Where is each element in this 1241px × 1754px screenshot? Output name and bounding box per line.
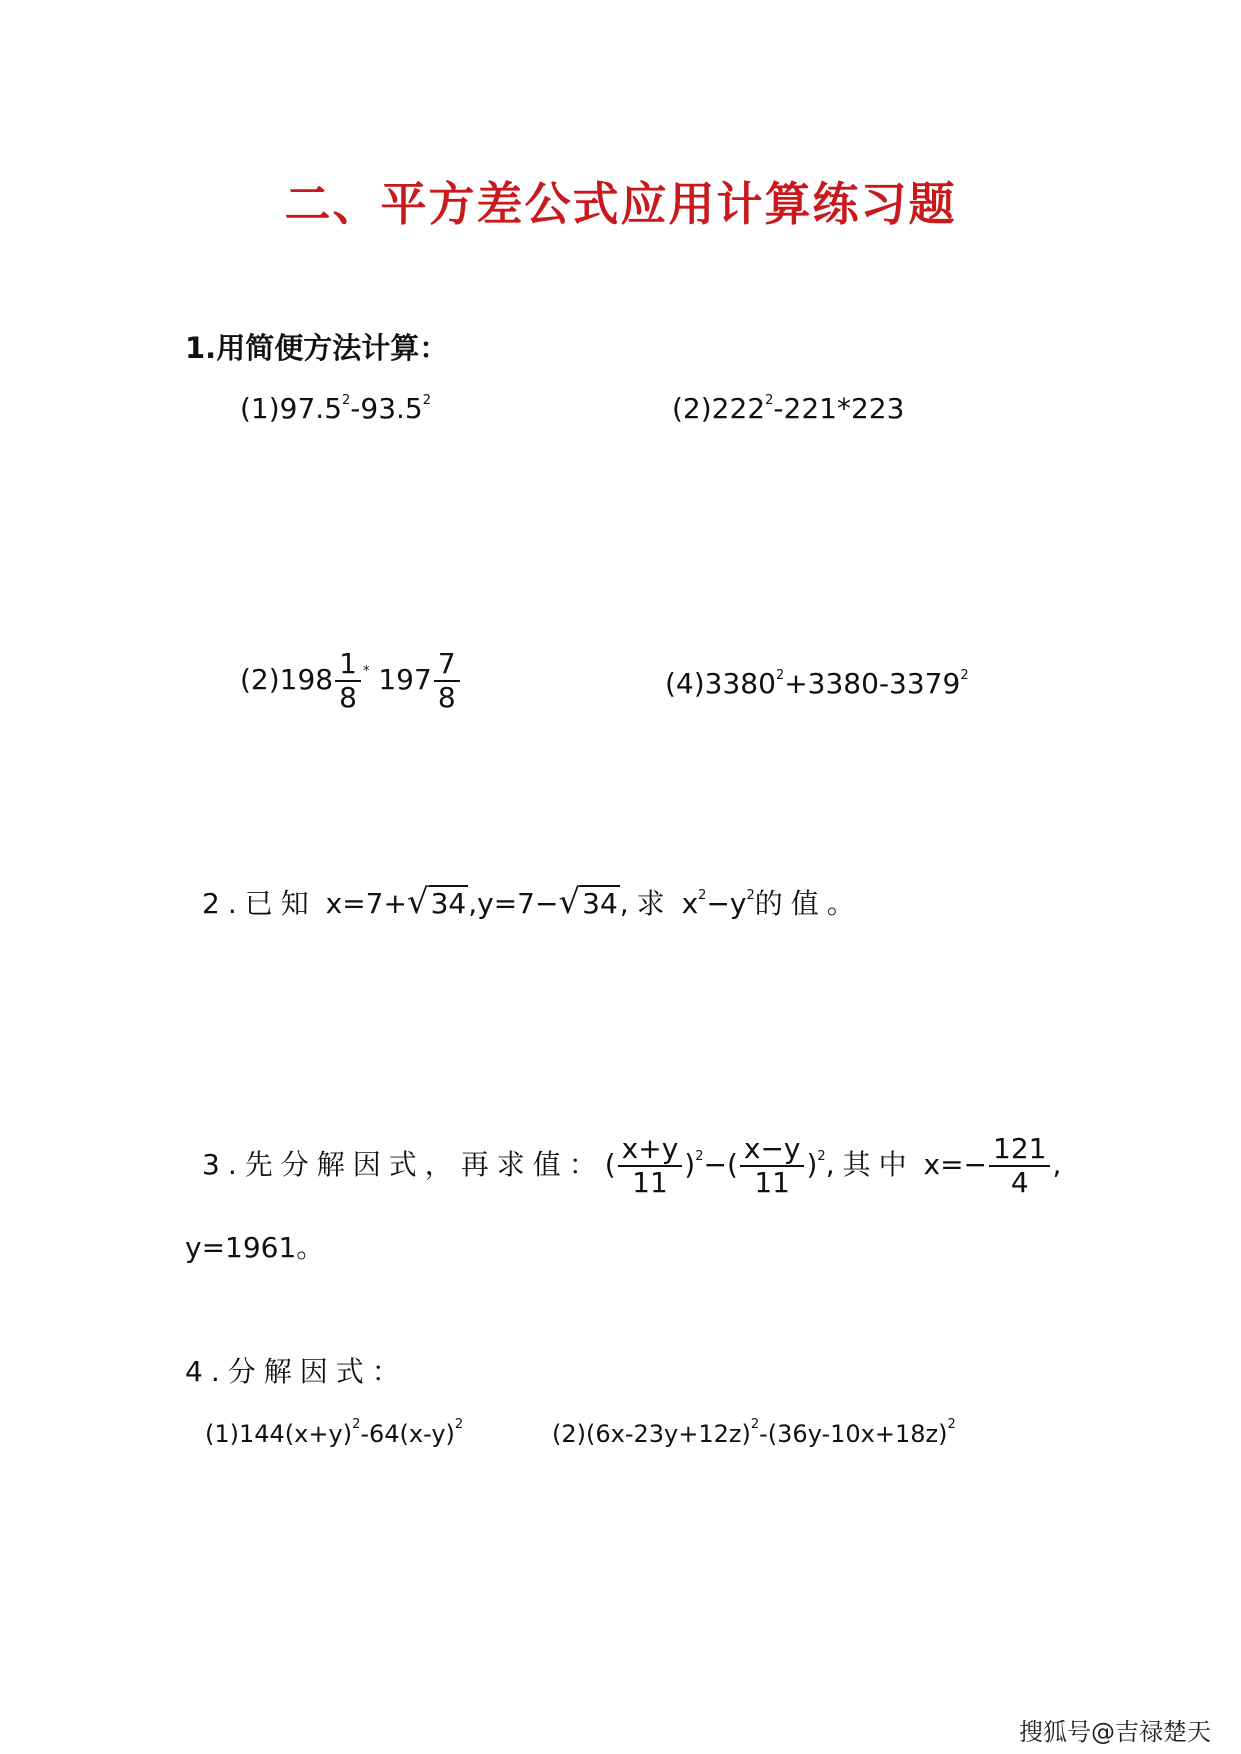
operator: -	[350, 392, 361, 425]
expression-rest: -221*223	[773, 392, 905, 425]
fraction	[335, 648, 361, 714]
numerator: 121	[989, 1133, 1050, 1167]
problem-label: (2)	[672, 392, 712, 425]
x-definition: x=7+	[325, 887, 407, 920]
q4-problem-2	[552, 1417, 956, 1448]
q4-problem-1	[205, 1417, 464, 1448]
exponent: 2	[352, 1417, 361, 1432]
radical-sign-icon: √	[558, 882, 581, 922]
radicand: 34	[582, 887, 618, 920]
close-paren: )	[806, 1148, 818, 1182]
exponent: 2	[960, 668, 969, 683]
operand: (6x-23y+12z)	[586, 1420, 751, 1448]
fraction	[740, 1133, 805, 1199]
numerator: 1	[335, 648, 361, 682]
expression-rest: -(36y-10x+18z)	[759, 1420, 948, 1448]
multiply-sign: *	[362, 664, 370, 680]
denominator: 4	[1010, 1166, 1029, 1200]
exponent: 2	[698, 888, 707, 903]
expression-rest: -64(x-y)	[360, 1420, 455, 1448]
exponent: 2	[454, 1417, 464, 1432]
variable-x: x	[681, 887, 699, 920]
whole-number: 198	[279, 663, 334, 697]
problem-label: (2)	[552, 1420, 586, 1448]
exponent: 2	[947, 1417, 956, 1432]
numerator: x+y	[618, 1133, 683, 1167]
open-paren: (	[604, 1148, 616, 1182]
denominator: 11	[632, 1166, 668, 1200]
problem-label: (1)	[205, 1420, 239, 1448]
fraction	[434, 648, 460, 714]
square-root	[558, 882, 619, 922]
radical-sign-icon: √	[406, 882, 429, 922]
exponent: 2	[750, 1417, 760, 1432]
question-4-heading: 4.分解因式：	[185, 1355, 408, 1388]
square-root	[407, 882, 468, 922]
x-value-prefix: x=−	[923, 1148, 988, 1182]
exponent: 2	[342, 393, 351, 408]
fraction	[989, 1133, 1050, 1199]
operand: 93.5	[360, 392, 423, 425]
fraction	[618, 1133, 683, 1199]
exponent: 2	[765, 393, 774, 408]
close-paren: )	[684, 1148, 696, 1182]
problem-label: (2)	[240, 663, 280, 697]
q1-problem-4	[665, 667, 969, 700]
question-2	[202, 882, 863, 922]
exponent: 2	[422, 393, 432, 408]
exponent: 2	[775, 668, 785, 683]
exponent: 2	[817, 1149, 826, 1165]
expression-rest: +3380-3379	[784, 667, 961, 700]
operand: 3380	[704, 667, 776, 700]
operand: 222	[711, 392, 766, 425]
q1-problem-2	[672, 392, 904, 425]
question-prefix: 3.先分解因式，再求值：	[202, 1148, 605, 1182]
denominator: 8	[339, 681, 357, 715]
question-3-line-2: y=1961。	[185, 1231, 325, 1264]
y-definition: ,y=7−	[468, 887, 559, 920]
q1-problem-1	[240, 392, 431, 425]
radicand: 34	[430, 887, 467, 920]
operator: −	[706, 887, 730, 920]
page-title: 二、平方差公式应用计算练习题	[284, 177, 957, 231]
operand: 97.5	[279, 392, 343, 425]
operand: 144(x+y)	[239, 1420, 353, 1448]
denominator: 11	[754, 1166, 790, 1200]
question-1-heading: 1.用简便方法计算：	[185, 331, 449, 365]
source-watermark: 搜狐号@吉禄楚天	[1019, 1718, 1211, 1746]
ask-text: ,求	[619, 887, 673, 920]
comma: ,	[1052, 1148, 1062, 1182]
question-suffix: 的值。	[754, 887, 863, 920]
whole-number: 197	[378, 663, 432, 697]
problem-label: (1)	[240, 392, 280, 425]
numerator: 7	[434, 648, 460, 682]
q1-problem-3	[240, 648, 462, 714]
question-prefix: 2.已知	[202, 887, 317, 920]
where-text: ,其中	[825, 1148, 915, 1182]
exponent: 2	[695, 1149, 704, 1165]
exponent: 2	[746, 888, 755, 903]
denominator: 8	[437, 681, 456, 715]
numerator: x−y	[740, 1133, 805, 1167]
question-3	[202, 1133, 1061, 1199]
problem-label: (4)	[665, 667, 705, 700]
minus-open-paren: −(	[703, 1148, 738, 1182]
variable-y: y	[729, 887, 747, 920]
